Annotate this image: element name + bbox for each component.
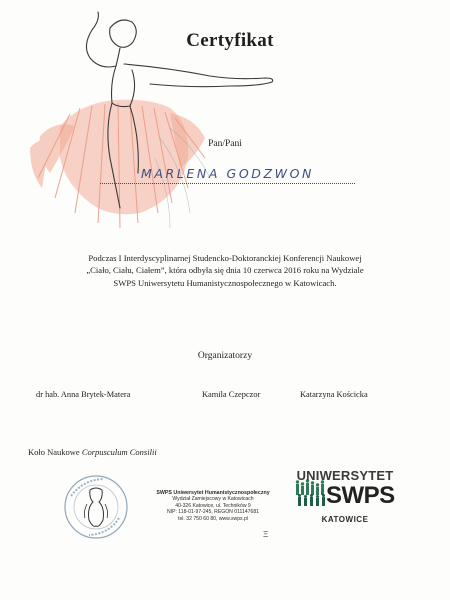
certificate-title: Certyfikat — [186, 30, 274, 51]
club-name: Corpusculum Consilii — [81, 447, 157, 457]
stamp-line-3: 40-326 Katowice, ul. Techników 9 — [175, 502, 251, 509]
stamp-line-5: tel. 32 750 60 80, www.swps.pl — [178, 515, 248, 522]
club-seal-logo — [63, 474, 129, 540]
organizer-2: Kamila Czepczor — [202, 390, 261, 399]
stamp-line-1: SWPS Uniwersytet Humanistycznospołeczny — [156, 490, 270, 496]
name-dotted-line — [100, 183, 355, 184]
stamp-line-2: Wydział Zamiejscowy w Katowicach — [172, 496, 254, 503]
organizer-1: dr hab. Anna Brytek-Matera — [36, 390, 131, 399]
body-line-3: SWPS Uniwersytetu Humanistycznospołecznego w Katowicach. — [113, 277, 337, 288]
logo-swps: SWPS — [326, 482, 395, 509]
stamp-line-4: NIP: 118-01-97-245, REGON 011147681 — [166, 509, 260, 516]
logo-uniwersytet: UNIWERSYTET — [296, 468, 394, 483]
body-line-1: Podczas I Interdyscyplinarnej Studencko-Doktoranckiej Konferencji Naukowej — [88, 253, 362, 263]
recipient-name: MARLENA GODZWON — [140, 166, 315, 181]
club-prefix: Koło Naukowe — [28, 447, 80, 457]
salutation: Pan/Pani — [208, 139, 242, 149]
stamp-mark: Ξ — [263, 530, 269, 539]
certificate-body — [30, 252, 420, 289]
body-line-2: „Ciało, Ciału, Ciałem”, która odbyła się dnia 10 czerwca 2016 roku na Wydziale — [86, 265, 364, 276]
organizers-heading: Organizatorzy — [197, 351, 253, 361]
student-club-line — [28, 447, 157, 457]
university-stamp — [142, 490, 284, 522]
organizer-3: Katarzyna Kościcka — [300, 390, 368, 399]
logo-katowice: KATOWICE — [321, 515, 369, 524]
